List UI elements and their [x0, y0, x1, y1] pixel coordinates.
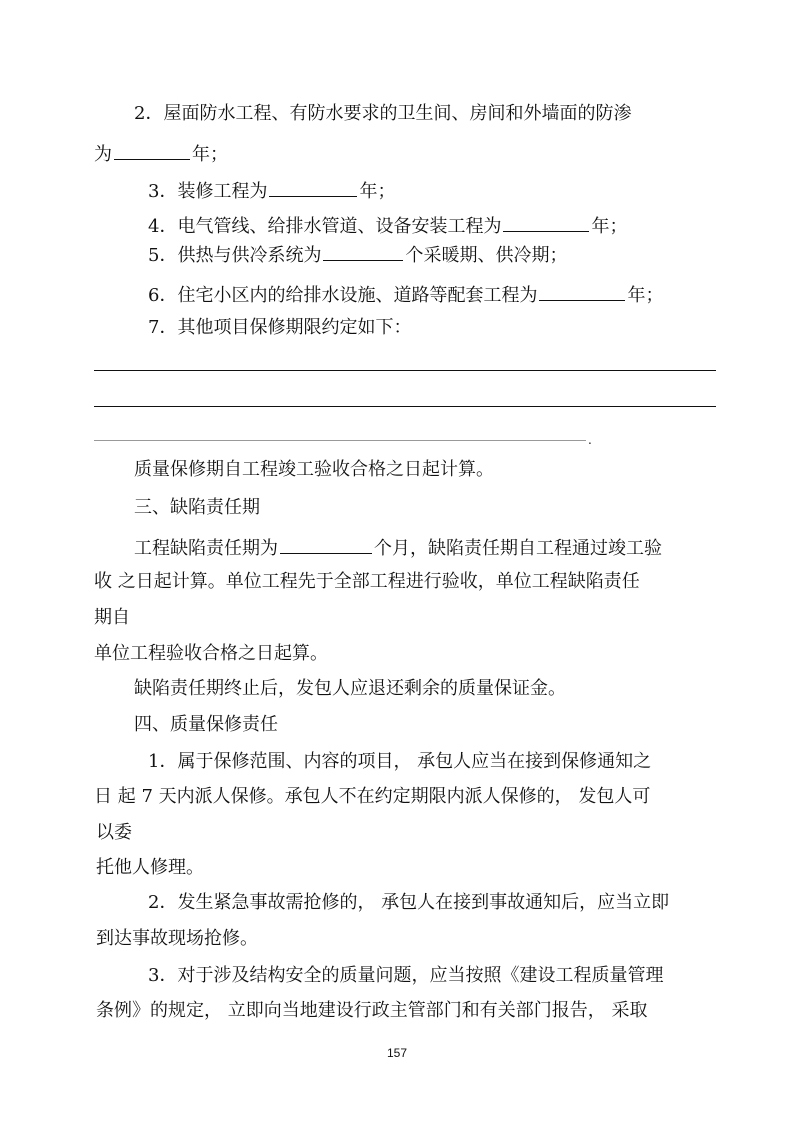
section-4-p1-line-4: 托他人修理。 — [96, 857, 204, 878]
item-6-suffix: 年； — [627, 285, 664, 306]
defect-period-blank[interactable] — [280, 535, 372, 554]
section-3-p2: 缺陷责任期终止后，发包人应退还剩余的质量保证金。 — [134, 678, 566, 699]
section-3-p1-line-2: 收 之日起计算。单位工程先于全部工程进行验收，单位工程缺陷责任 — [94, 571, 640, 592]
item-5-prefix: 5．供热与供冷系统为 — [148, 245, 322, 266]
section-4-p1-line-3: 以委 — [96, 822, 132, 843]
section-4-p2-line-1: 2．发生紧急事故需抢修的， 承包人在接到事故通知后，应当立即 — [148, 892, 670, 913]
item-3 — [148, 178, 395, 204]
item-4 — [148, 213, 627, 239]
item-6-blank[interactable] — [539, 282, 625, 301]
section-4-p2-line-2: 到达事故现场抢修。 — [96, 928, 258, 949]
section-3-p1-suffix: 个月，缺陷责任期自工程通过竣工验 — [374, 538, 662, 559]
item-7: 7．其他项目保修期限约定如下： — [148, 317, 412, 338]
item-2-prefix: 为 — [94, 144, 112, 165]
answer-line-2[interactable] — [94, 406, 716, 407]
section-4-p3-line-1: 3．对于涉及结构安全的质量问题，应当按照《建设工程质量管理 — [148, 965, 664, 986]
item-3-prefix: 3．装修工程为 — [148, 181, 268, 202]
section-4-p1-line-2: 日 起 7 天内派人保修。承包人不在约定期限内派人保修的， 发包人可 — [94, 786, 651, 807]
item-3-blank[interactable] — [269, 178, 357, 197]
item-5 — [148, 242, 567, 268]
page-number: 157 — [386, 1046, 408, 1060]
item-6-prefix: 6．住宅小区内的给排水设施、道路等配套工程为 — [148, 285, 538, 306]
section-3-p1-line-4: 单位工程验收合格之日起算。 — [94, 643, 328, 664]
warranty-period-start: 质量保修期自工程竣工验收合格之日起计算。 — [134, 459, 494, 480]
section-4-p1-line-1: 1．属于保修范围、内容的项目， 承包人应当在接到保修通知之 — [148, 751, 652, 772]
item-5-suffix: 个采暖期、供冷期； — [405, 245, 568, 266]
item-4-prefix: 4．电气管线、给排水管道、设备安装工程为 — [148, 216, 502, 237]
item-2-line-2 — [94, 141, 228, 167]
answer-line-3[interactable] — [94, 440, 586, 441]
item-2-line-1: 2．屋面防水工程、有防水要求的卫生间、房间和外墙面的防渗 — [134, 103, 632, 124]
item-4-suffix: 年； — [591, 216, 628, 237]
section-4-p3-line-2: 条例》的规定， 立即向当地建设行政主管部门和有关部门报告， 采取 — [96, 1000, 648, 1021]
answer-line-1[interactable] — [94, 370, 716, 371]
item-3-suffix: 年； — [359, 181, 396, 202]
section-3-p1-line-3: 期自 — [94, 607, 130, 628]
item-6 — [148, 282, 663, 308]
rule-end-mark: . — [588, 433, 592, 447]
section-3-p1-prefix: 工程缺陷责任期为 — [134, 538, 278, 559]
item-2-suffix: 年； — [192, 144, 228, 165]
section-3-heading: 三、缺陷责任期 — [134, 497, 260, 518]
section-4-heading: 四、质量保修责任 — [134, 714, 278, 735]
item-5-blank[interactable] — [323, 242, 403, 261]
item-4-blank[interactable] — [503, 213, 589, 232]
section-3-p1-line-1 — [134, 535, 662, 561]
item-2-blank[interactable] — [114, 141, 190, 160]
